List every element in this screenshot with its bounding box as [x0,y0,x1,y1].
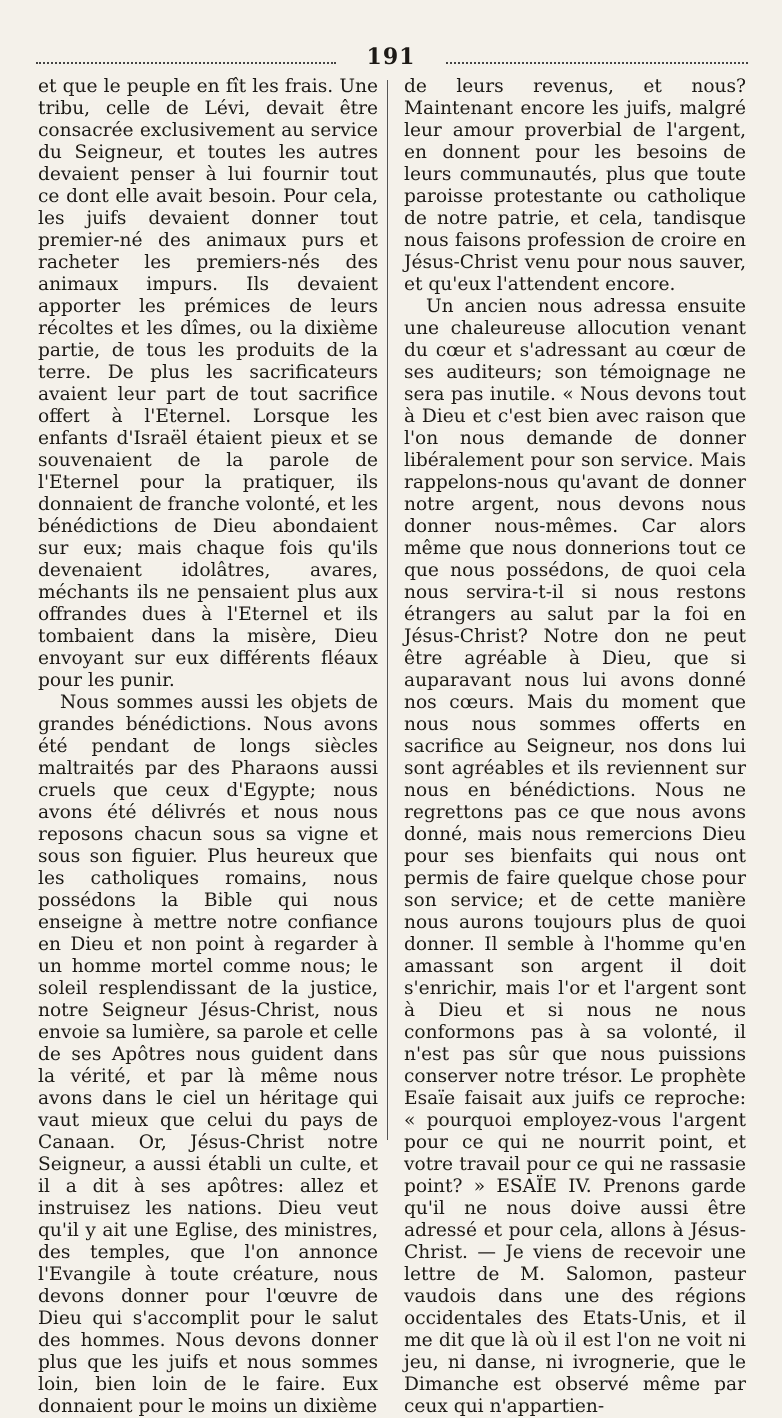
left-paragraph-1: et que le peuple en fît les frais. Une tribu, celle de Lévi, devait être consacrée exclusivement au service du Seigneur, et toutes les autres devaient penser à lui fournir tout ce dont elle avait besoin. Pour cela, les juifs devaient donner tout premier-né des animaux purs et racheter les premiers-nés des animaux impurs. Ils devaient apporter les prémices de leurs récoltes et les dîmes, ou la dixième partie, de tous les produits de la terre. De plus les sacrificateurs avaient leur part de tout sacrifice offert à l'Eternel. Lorsque les enfants d'Israël étaient pieux et se souvenaient de la parole de l'Eternel pour la pratiquer, ils donnaient de franche volonté, et les bénédictions de Dieu abondaient sur eux; mais chaque fois qu'ils devenaient idolâtres, avares, méchants ils ne pensaient plus aux offrandes dues à l'Eternel et ils tombaient dans la misère, Dieu envoyant sur eux différents fléaux pour les punir. [38,76,378,691]
right-paragraph-2: Un ancien nous adressa ensuite une chaleureuse allocution venant du cœur et s'adressant au cœur de ses auditeurs; son témoignage ne sera pas inutile. « Nous devons tout à Dieu et c'est bien avec raison que l'on nous demande de donner libéralement pour son service. Mais rappelons-nous qu'avant de donner notre argent, nous devons nous donner nous-mêmes. Car alors même que nous donnerions tout ce que nous possédons, de quoi cela nous servira-t-il si nous restons étrangers au salut par la foi en Jésus-Christ? Notre don ne peut être agréable à Dieu, que si auparavant nous lui avons donné nos cœurs. Mais du moment que nous nous sommes offerts en sacrifice au Seigneur, nos dons lui sont agréables et ils reviennent sur nous en bénédictions. Nous ne regrettons pas ce que nous avons donné, mais nous remercions Dieu pour ses bienfaits qui nous ont permis de faire quelque chose pour son service; et de cette manière nous aurons toujours plus de quoi donner. Il semble à l'homme qu'en amassant son argent il doit s'enrichir, mais l'or et l'argent sont à Dieu et si nous ne nous conformons pas à sa volonté, il n'est pas sûr que nous puissions conserver notre trésor. Le prophète Esaïe faisait aux juifs ce reproche: « pourquoi employez-vous l'argent pour ce qui ne nourrit point, et votre travail pour ce qui ne rassasie point? » ESAÏE IV. Prenons garde qu'il ne nous doive aussi être adressé et pour cela, allons à Jésus-Christ. — Je viens de recevoir une lettre de M. Salomon, pasteur vaudois dans une des régions occidentales des Etats-Unis, et il me dit que là où il est l'on ne voit ni jeu, ni danse, ni ivrognerie, que le Dimanche est observé même par ceux qui n'appartien- [404,296,746,1417]
header-rule-left [36,62,336,64]
left-paragraph-2: Nous sommes aussi les objets de grandes bénédictions. Nous avons été pendant de longs siècles maltraités par des Pharaons aussi cruels que ceux d'Egypte; nous avons été délivrés et nous nous reposons chacun sous sa vigne et sous son figuier. Plus heureux que les catholiques romains, nous possédons la Bible qui nous enseigne à mettre notre confiance en Dieu et non point à regarder à un homme mortel comme nous; le soleil resplendissant de la justice, notre Seigneur Jésus-Christ, nous envoie sa lumière, sa parole et celle de ses Apôtres nous guident dans la vérité, et par là même nous avons dans le ciel un héritage qui vaut mieux que celui du pays de Canaan. Or, Jésus-Christ notre Seigneur, a aussi établi un culte, et il a dit à ses apôtres: allez et instruisez les nations. Dieu veut qu'il y ait une Eglise, des ministres, des temples, que l'on annonce l'Evangile à toute créature, nous devons donner pour l'œuvre de Dieu qui s'accomplit pour le salut des hommes. Nous devons donner plus que les juifs et nous sommes loin, bien loin de le faire. Eux donnaient pour le moins un dixième [38,692,378,1417]
page-header [36,44,748,74]
header-rule-right [446,62,748,64]
right-paragraph-1: de leurs revenus, et nous? Maintenant encore les juifs, malgré leur amour proverbial de l'argent, en donnent pour les besoins de leurs communautés, plus que toute paroisse protestante ou catholique de notre patrie, et cela, tandisque nous faisons profession de croire en Jésus-Christ venu pour nous sauver, et qu'eux l'attendent encore. [404,76,746,295]
column-divider [387,80,388,1140]
page-number: 191 [366,44,416,70]
